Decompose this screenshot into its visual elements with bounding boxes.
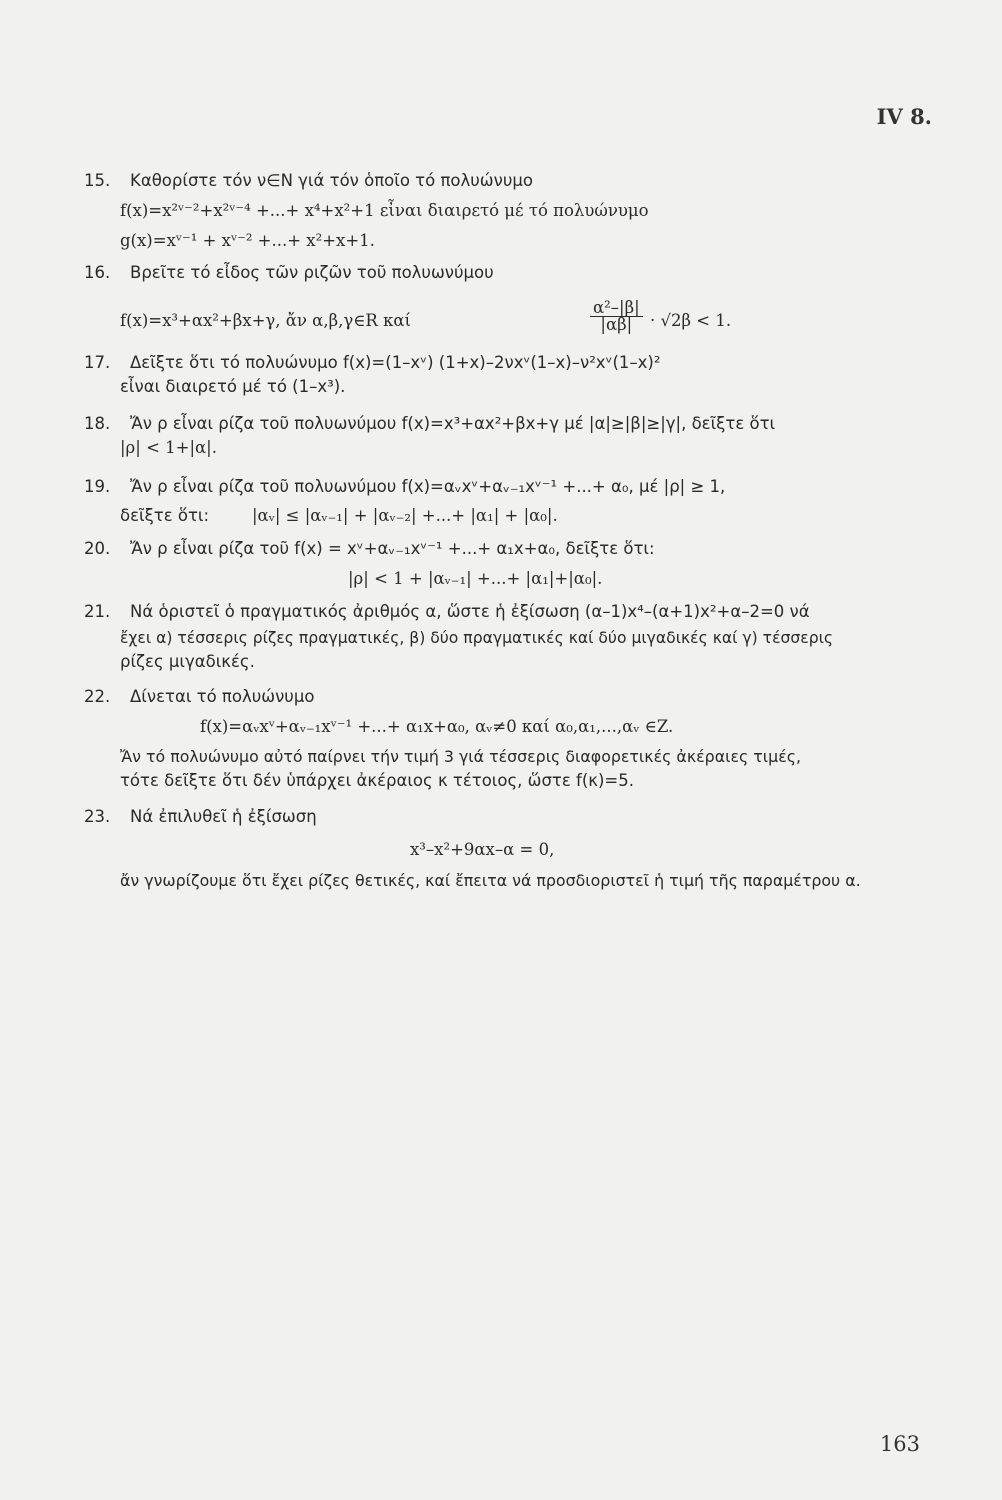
problem-22-line-4: τότε δεῖξτε ὅτι δέν ὑπάρχει ἀκέραιος κ τέτοιος, ὥστε f(κ)=5. <box>120 771 634 790</box>
problem-23-line-3: ἄν γνωρίζουμε ὅτι ἔχει ρίζες θετικές, καί ἔπειτα νά προσδιοριστεῖ ἡ τιμή τῆς παραμέτρου α. <box>120 871 861 890</box>
problem-17-line-2: εἶναι διαιρετό μέ τό (1–x³). <box>120 377 346 396</box>
fraction-denominator: |αβ| <box>600 315 633 334</box>
problem-19-line-1: Ἄν ρ εἶναι ρίζα τοῦ πολυωνύμου f(x)=αᵥxᵛ+αᵥ₋₁xᵛ⁻¹ +...+ α₀, μέ |ρ| ≥ 1, <box>130 477 726 496</box>
problem-22-line-3: Ἄν τό πολυώνυμο αὐτό παίρνει τήν τιμή 3 γιά τέσσερις διαφορετικές ἀκέραιες τιμές, <box>120 747 802 766</box>
problem-23-equation: x³–x²+9αx–α = 0, <box>410 840 555 859</box>
problem-18-line-2: |ρ| < 1+|α|. <box>120 438 217 457</box>
problem-16-line-1: Βρεῖτε τό εἶδος τῶν ριζῶν τοῦ πολυωνύμου <box>130 263 494 282</box>
problem-20-number: 20. <box>84 539 111 558</box>
problem-22-number: 22. <box>84 687 111 706</box>
problem-21-line-1: Νά ὁριστεῖ ὁ πραγματικός ἀριθμός α, ὥστε ἡ ἐξίσωση (α–1)x⁴–(α+1)x²+α–2=0 νά <box>130 602 810 621</box>
problem-17-number: 17. <box>84 353 111 372</box>
problem-20-line-1: Ἄν ρ εἶναι ρίζα τοῦ f(x) = xᵛ+αᵥ₋₁xᵛ⁻¹ +...+ α₁x+α₀, δεῖξτε ὅτι: <box>130 539 655 558</box>
problem-19-line-2: δεῖξτε ὅτι: <box>120 506 210 525</box>
problem-16-equation: f(x)=x³+αx²+βx+γ, ἄν α,β,γ∈R καί <box>120 311 412 330</box>
problem-21-number: 21. <box>84 602 111 621</box>
problem-18-line-1: Ἄν ρ εἶναι ρίζα τοῦ πολυωνύμου f(x)=x³+αx²+βx+γ μέ |α|≥|β|≥|γ|, δεῖξτε ὅτι <box>130 414 776 433</box>
fraction-numerator: α²–|β| <box>590 300 643 317</box>
section-header: IV 8. <box>876 104 932 129</box>
problem-23-line-1: Νά ἐπιλυθεῖ ἡ ἐξίσωση <box>130 807 317 826</box>
problem-22-polynomial: f(x)=αᵥxᵛ+αᵥ₋₁xᵛ⁻¹ +...+ α₁x+α₀, αᵥ≠0 καί α₀,α₁,...,αᵥ ∈Z. <box>200 717 674 736</box>
problem-16-fraction <box>586 300 647 333</box>
problem-20-inequality: |ρ| < 1 + |αᵥ₋₁| +...+ |α₁|+|α₀|. <box>348 569 603 588</box>
problem-18-number: 18. <box>84 414 111 433</box>
problem-21-line-3: ρίζες μιγαδικές. <box>120 652 255 671</box>
problem-15-line-3: g(x)=xᵛ⁻¹ + xᵛ⁻² +...+ x²+x+1. <box>120 231 375 250</box>
problem-15-line-2: f(x)=x²ᵛ⁻²+x²ᵛ⁻⁴ +...+ x⁴+x²+1 εἶναι διαιρετό μέ τό πολυώνυμο <box>120 201 649 220</box>
page-number: 163 <box>879 1432 920 1456</box>
problem-16-tail: · √2β < 1. <box>650 311 732 330</box>
problem-23-number: 23. <box>84 807 111 826</box>
problem-15-line-1: Καθορίστε τόν ν∈N γιά τόν ὁποῖο τό πολυώνυμο <box>130 171 533 190</box>
problem-17-line-1: Δεῖξτε ὅτι τό πολυώνυμο f(x)=(1–xᵛ) (1+x)–2νxᵛ(1–x)–ν²xᵛ(1–x)² <box>130 353 661 372</box>
problem-15-number: 15. <box>84 171 111 190</box>
problem-16-number: 16. <box>84 263 111 282</box>
problem-19-inequality: |αᵥ| ≤ |αᵥ₋₁| + |αᵥ₋₂| +...+ |α₁| + |α₀|. <box>252 506 558 525</box>
problem-21-line-2: ἔχει α) τέσσερις ρίζες πραγματικές, β) δύο πραγματικές καί δύο μιγαδικές καί γ) τέσσερις <box>120 629 834 647</box>
problem-19-number: 19. <box>84 477 111 496</box>
problem-22-line-1: Δίνεται τό πολυώνυμο <box>130 687 315 706</box>
